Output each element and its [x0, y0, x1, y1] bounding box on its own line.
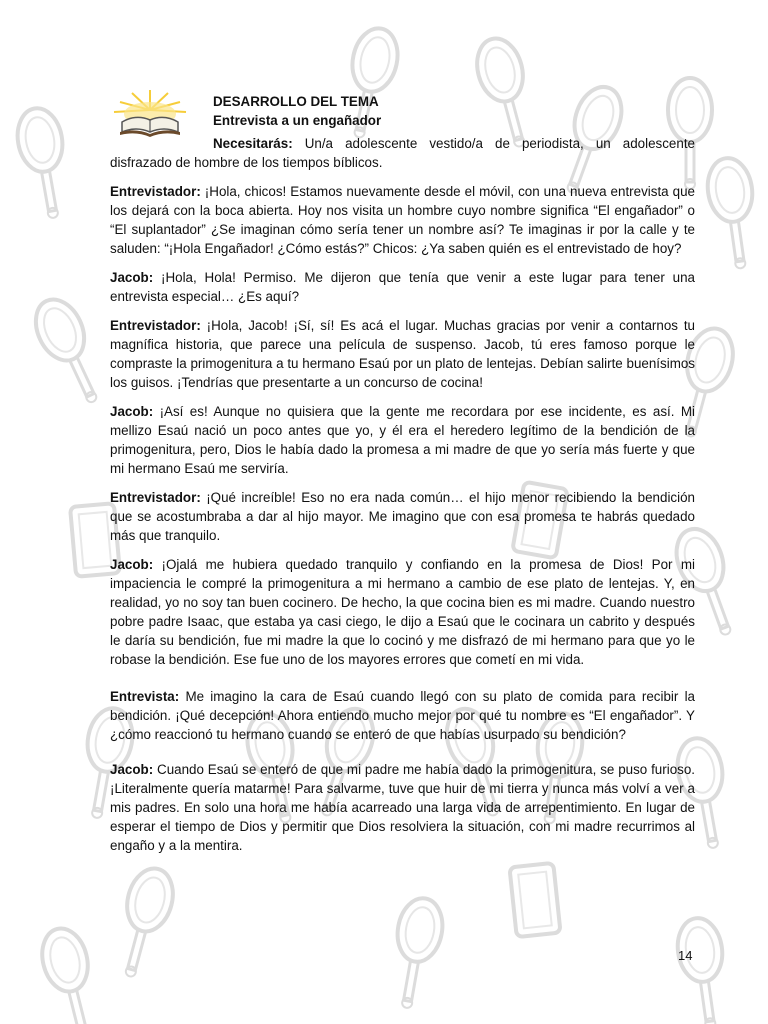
- materials-text: Un/a adolescente vestido/a de periodista, un adolescente disfrazado de hombre de los tiempos bíblicos.: [110, 136, 695, 170]
- dialogue-text: ¡Así es! Aunque no quisiera que la gente me recordara por ese incidente, es así. Mi mellizo Esaú nació un poco antes que yo, y él era el heredero legítimo de la bendición de la primogenitura, pero, Dios le había dado la promesa a mi madre de que yo sería más fuerte y que mi hermano Esaú me serviría.: [110, 404, 695, 476]
- speaker-label: Jacob:: [110, 404, 154, 419]
- speaker-label: Jacob:: [110, 557, 154, 572]
- section-header: [110, 92, 695, 130]
- dialogue-paragraph: [110, 182, 695, 258]
- dialogue-paragraph: [110, 687, 695, 744]
- dialogue-text: ¡Hola, Jacob! ¡Sí, sí! Es acá el lugar. Muchas gracias por venir a contarnos tu magnífica historia, que parece una película de suspenso. Jacob, tú eres famoso porque le compraste la primogenitura a tu hermano Esaú por un plato de lentejas. Debían salirte buenísimos los guisos. ¡Tendrías que presentarte a un concurso de cocina!: [110, 318, 695, 390]
- speaker-label: Jacob:: [110, 762, 154, 777]
- materials-paragraph: [110, 134, 695, 172]
- page-number: 14: [678, 948, 693, 963]
- speaker-label: Entrevistador:: [110, 184, 201, 199]
- dialogue-paragraph: [110, 402, 695, 478]
- dialogue-text: ¡Hola, chicos! Estamos nuevamente desde el móvil, con una nueva entrevista que los dejará con la boca abierta. Hoy nos visita un hombre cuyo nombre significa “El engañador” o “El suplantador” ¿Se imaginan cómo sería tener un nombre así? Te imaginas ir por la calle y te saluden: “¡Hola Engañador! ¿Cómo estás?” Chicos: ¿Ya saben quién es el entrevistado de hoy?: [110, 184, 695, 256]
- document-body: [110, 92, 695, 865]
- section-subtitle: Entrevista a un engañador: [213, 113, 382, 128]
- speaker-label: Entrevistador:: [110, 490, 201, 505]
- dialogue-text: ¡Qué increíble! Eso no era nada común… el hijo menor recibiendo la bendición que se acostumbraba a dar al hijo mayor. Me imagino que con esa promesa te habrás quedado más que tranquilo.: [110, 490, 695, 543]
- dialogue-paragraph: [110, 316, 695, 392]
- dialogue-paragraph: [110, 760, 695, 855]
- dialogue-paragraph: [110, 268, 695, 306]
- dialogue-text: ¡Ojalá me hubiera quedado tranquilo y confiando en la promesa de Dios! Por mi impaciencia le compré la primogenitura a mi hermano a cambio de ese plato de lentejas. Y, en realidad, yo no soy tan buen cocinero. De hecho, la que cocina bien es mi madre. Cuando nuestro pobre padre Isaac, que estaba ya casi ciego, le dijo a Esaú que le cocinara un cabrito y después le daría su bendición, fue mi madre la que lo cocinó y me disfrazó de mi hermano para que yo le robase la bendición. Ese fue uno de los mayores errores que cometí en mi vida.: [110, 557, 695, 667]
- section-title: DESARROLLO DEL TEMA: [213, 94, 379, 109]
- dialogue-text: Cuando Esaú se enteró de que mi padre me había dado la primogenitura, se puso furioso. ¡Literalmente quería matarme! Para salvarme, tuve que huir de mi tierra y nunca más volví a ver a mis padres. En solo una hora me había acarreado una larga vida de arrepentimiento. En lugar de esperar el tiempo de Dios y permitir que Dios resolviera la situación, con mi madre recurrimos al engaño y a la mentira.: [110, 762, 695, 853]
- speaker-label: Jacob:: [110, 270, 154, 285]
- speaker-label: Entrevistador:: [110, 318, 201, 333]
- dialogue-text: Me imagino la cara de Esaú cuando llegó con su plato de comida para recibir la bendición. ¡Qué decepción! Ahora entiendo mucho mejor por qué tu nombre es “El engañador”. Y ¿cómo reaccionó tu hermano cuando se enteró de que habías usurpado su bendición?: [110, 689, 695, 742]
- open-bible-icon: [110, 88, 190, 140]
- materials-label: Necesitarás:: [213, 136, 293, 151]
- dialogue-paragraph: [110, 555, 695, 669]
- dialogue-text: ¡Hola, Hola! Permiso. Me dijeron que tenía que venir a este lugar para tener una entrevista especial… ¿Es aquí?: [110, 270, 695, 304]
- dialogue-paragraph: [110, 488, 695, 545]
- speaker-label: Entrevista:: [110, 689, 180, 704]
